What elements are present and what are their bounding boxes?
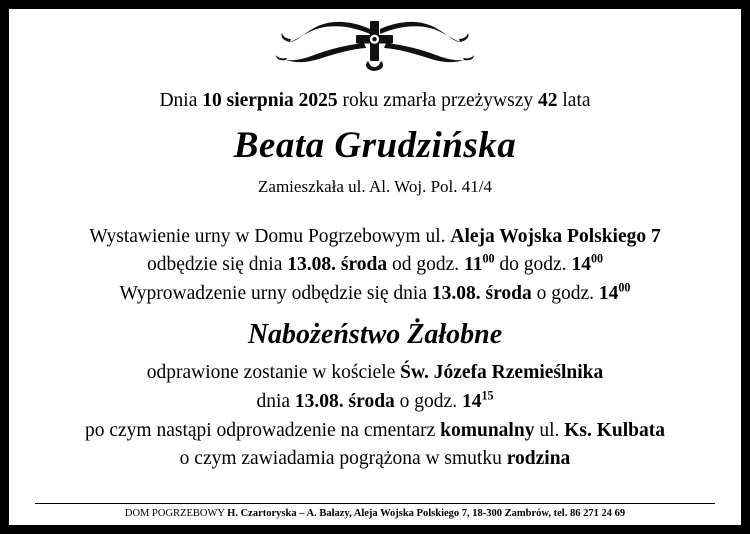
family-prefix: o czym zawiadamia pogrążona w smutku (179, 448, 507, 470)
procession-prefix: Wyprowadzenie urny odbędzie się dnia (119, 283, 432, 305)
urn-display-line (27, 225, 723, 249)
footer-prefix: DOM POGRZEBOWY (124, 508, 228, 519)
service-date: 13.08. środa (294, 390, 395, 412)
urn-time-middle: od godz. (387, 254, 465, 276)
service-time-hour: 14 (461, 390, 482, 412)
urn-display-time-line (27, 253, 723, 277)
cemetery-name: komunalny (440, 419, 535, 441)
cemetery-line (27, 419, 723, 443)
procession-time-min: 00 (618, 280, 631, 295)
procession-time (598, 280, 631, 305)
intro-suffix: lata (557, 90, 591, 111)
service-time-min: 15 (481, 388, 494, 403)
service-place-prefix: odprawione zostanie w kościele (146, 362, 401, 384)
family-word: rodzina (506, 448, 571, 470)
service-time-middle: o godz. (394, 390, 462, 412)
urn-time-middle2: do godz. (494, 254, 572, 276)
funeral-home-address: Aleja Wojska Polskiego 7 (450, 225, 661, 247)
deceased-address: Zamieszkała ul. Al. Woj. Pol. 41/4 (258, 176, 492, 196)
age-value: 42 (538, 90, 558, 111)
notice-body (9, 73, 741, 471)
urn-time-to-hour: 14 (571, 254, 591, 276)
cemetery-prefix: po czym nastąpi odprowadzenie na cmentarz (84, 419, 441, 441)
family-line (27, 447, 723, 471)
footer (9, 503, 741, 519)
procession-time-hour: 14 (598, 283, 619, 305)
intro-prefix: Dnia (159, 90, 203, 111)
urn-time-prefix: odbędzie się dnia (146, 254, 288, 276)
urn-time-to (571, 251, 604, 276)
urn-time-from-min: 00 (482, 251, 495, 266)
procession-middle: o godz. (531, 283, 599, 305)
intro-middle: roku zmarła przeżywszy (337, 90, 538, 111)
footer-text (35, 508, 715, 519)
service-time (461, 388, 494, 412)
service-time-line (27, 390, 723, 414)
cemetery-street: Ks. Kulbata (564, 419, 666, 441)
service-time-prefix: dnia (256, 390, 295, 412)
funeral-home-details: H. Czartoryska – A. Bałazy, Aleja Wojska Polskiego 7, 18-300 Zambrów, tel. 86 271 24 69 (227, 508, 626, 519)
cemetery-middle: ul. (534, 419, 565, 441)
urn-time-to-min: 00 (590, 251, 604, 266)
cross-with-ribbon-icon (260, 15, 490, 73)
service-title: Nabożeństwo Żałobne (247, 318, 503, 350)
urn-time-from (464, 251, 495, 276)
death-date: 10 sierpnia 2025 (202, 90, 338, 111)
urn-time-from-hour: 11 (464, 254, 483, 276)
footer-divider (35, 503, 715, 504)
urn-display-date: 13.08. środa (287, 254, 388, 276)
deceased-name: Beata Grudzińska (233, 124, 517, 166)
procession-date: 13.08. środa (431, 283, 532, 305)
urn-display-prefix: Wystawienie urny w Domu Pogrzebowym ul. (89, 225, 451, 247)
service-place-line (27, 361, 723, 385)
intro-line (27, 89, 723, 113)
urn-procession-line (27, 282, 723, 306)
church-name: Św. Józefa Rzemieślnika (400, 362, 604, 384)
